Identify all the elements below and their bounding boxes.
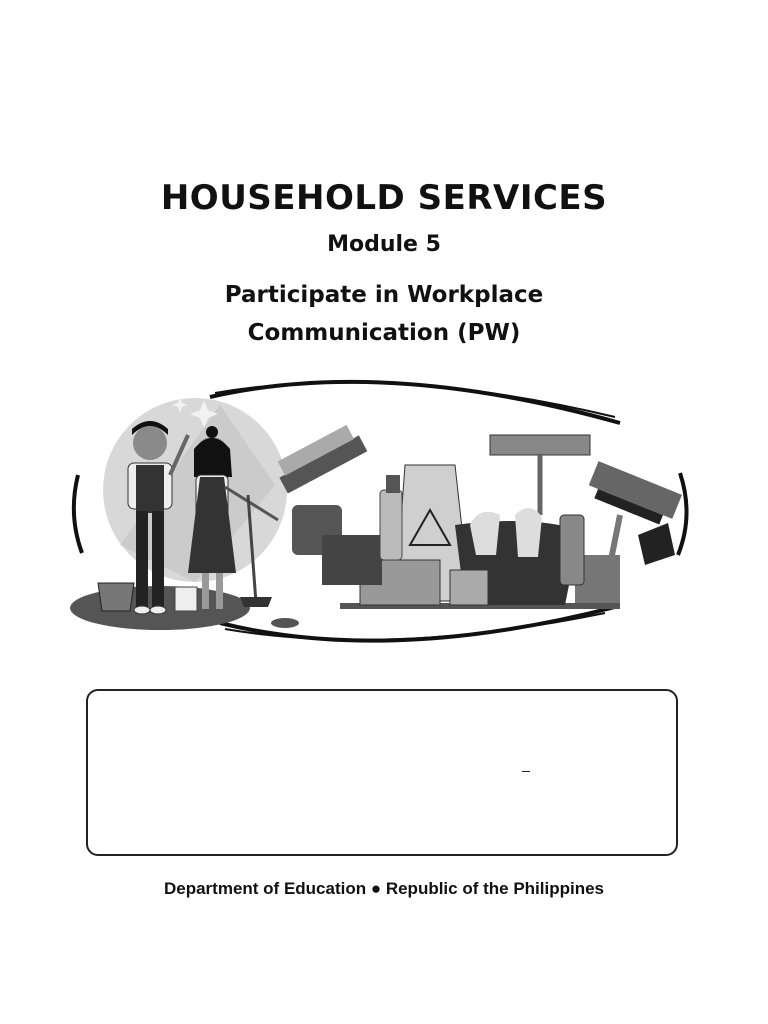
workers-scene <box>70 397 299 630</box>
dash-mark <box>522 771 530 772</box>
module-number: Module 5 <box>327 232 441 257</box>
module-subtitle <box>0 276 768 352</box>
subtitle-line-2: Communication (PW) <box>247 320 521 346</box>
cover-title: HOUSEHOLD SERVICES <box>160 178 608 218</box>
cleaning-illustration <box>60 365 710 665</box>
cleaning-supplies <box>272 422 682 609</box>
footer-publisher: Department of Education ● Republic of the Philippines <box>163 879 605 898</box>
blank-info-box <box>86 689 678 856</box>
subtitle-line-1: Participate in Workplace <box>224 282 544 308</box>
